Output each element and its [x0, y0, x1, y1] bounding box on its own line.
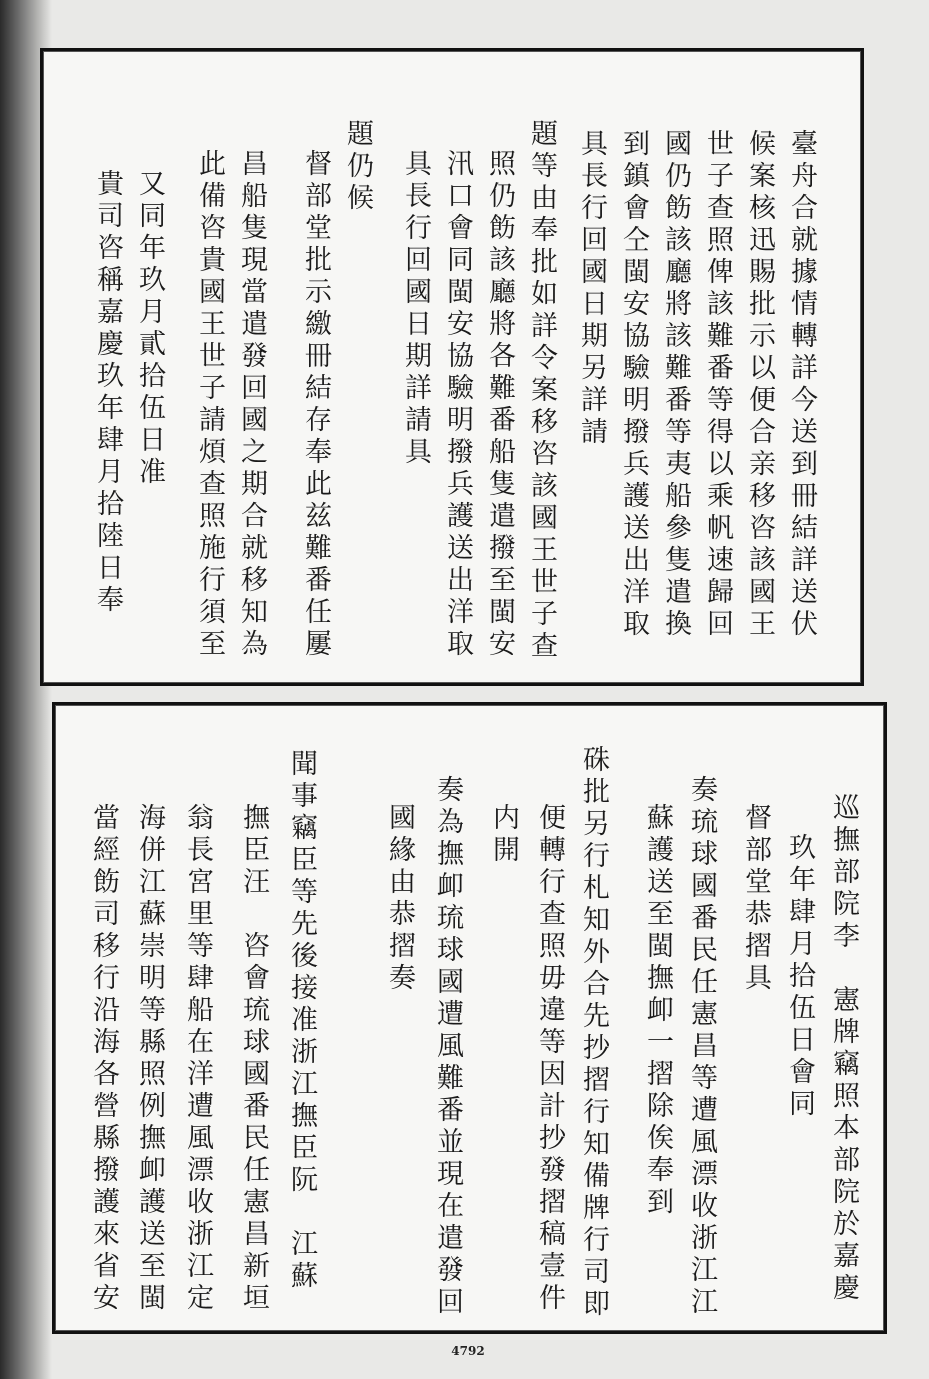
text-column: 督部堂恭摺具	[740, 803, 771, 995]
page-number: 4792	[451, 1344, 485, 1358]
text-column: 撫臣汪 咨會琉球國番民任憲昌新垣	[238, 803, 269, 1315]
text-column: 奏琉球國番民任憲昌等遭風漂收浙江江	[686, 775, 717, 1319]
text-column: 又同年玖月貳拾伍日准	[134, 169, 165, 489]
text-column: 臺舟合就據情轉詳今送到冊結詳送伏	[786, 129, 817, 641]
text-column: 世子查照俾該難番等得以乘帆速歸回	[702, 129, 733, 641]
text-column: 聞事竊臣等先後接准浙江撫臣阮 江蘇	[286, 749, 317, 1293]
document-panel-bottom	[52, 702, 887, 1334]
text-column: 貴司咨稱嘉慶玖年肆月拾陸日奉	[92, 169, 123, 617]
text-column: 汛口會同閩安協驗明撥兵護送出洋取	[442, 149, 473, 661]
text-column: 督部堂批示繳冊結存奉此兹難番任屢	[300, 149, 331, 661]
text-column: 題仍候	[342, 119, 373, 215]
text-column: 海併江蘇崇明等縣照例撫卹護送至閩	[134, 803, 165, 1315]
text-column: 玖年肆月拾伍日會同	[784, 833, 815, 1121]
text-column: 此備咨貴國王世子請煩查照施行須至	[194, 149, 225, 661]
text-column: 奏為撫卹琉球國遭風難番並現在遣發回	[432, 775, 463, 1319]
text-column: 昌船隻現當遣發回國之期合就移知為	[236, 149, 267, 661]
text-column: 内開	[488, 803, 519, 867]
text-column: 巡撫部院李 憲牌竊照本部院於嘉慶	[828, 793, 859, 1305]
text-column: 候案核迅賜批示以便合亲移咨該國王	[744, 129, 775, 641]
text-column: 國緣由恭摺奏	[384, 803, 415, 995]
text-column: 具長行回國日期另詳請	[576, 129, 607, 449]
text-column: 照仍飭該廳將各難番船隻遣撥至閩安	[484, 149, 515, 661]
text-column: 到鎮會仝閩安協驗明撥兵護送出洋取	[618, 129, 649, 641]
text-column: 當經飭司移行沿海各營縣撥護來省安	[88, 803, 119, 1315]
text-column: 硃批另行札知外合先抄摺行知備牌行司即	[578, 745, 609, 1321]
text-column: 蘇護送至閩撫卹一摺除俟奉到	[642, 803, 673, 1219]
document-panel-top	[40, 48, 864, 686]
text-column: 題等由奉批如詳令案移咨該國王世子查	[526, 119, 557, 663]
text-column: 翁長宮里等肆船在洋遭風漂收浙江定	[182, 803, 213, 1315]
text-column: 國仍飭該廳將該難番等夷船參隻遣換	[660, 129, 691, 641]
text-column: 便轉行查照毋違等因計抄發摺稿壹件	[534, 803, 565, 1315]
text-column: 具長行回國日期詳請具	[400, 149, 431, 469]
